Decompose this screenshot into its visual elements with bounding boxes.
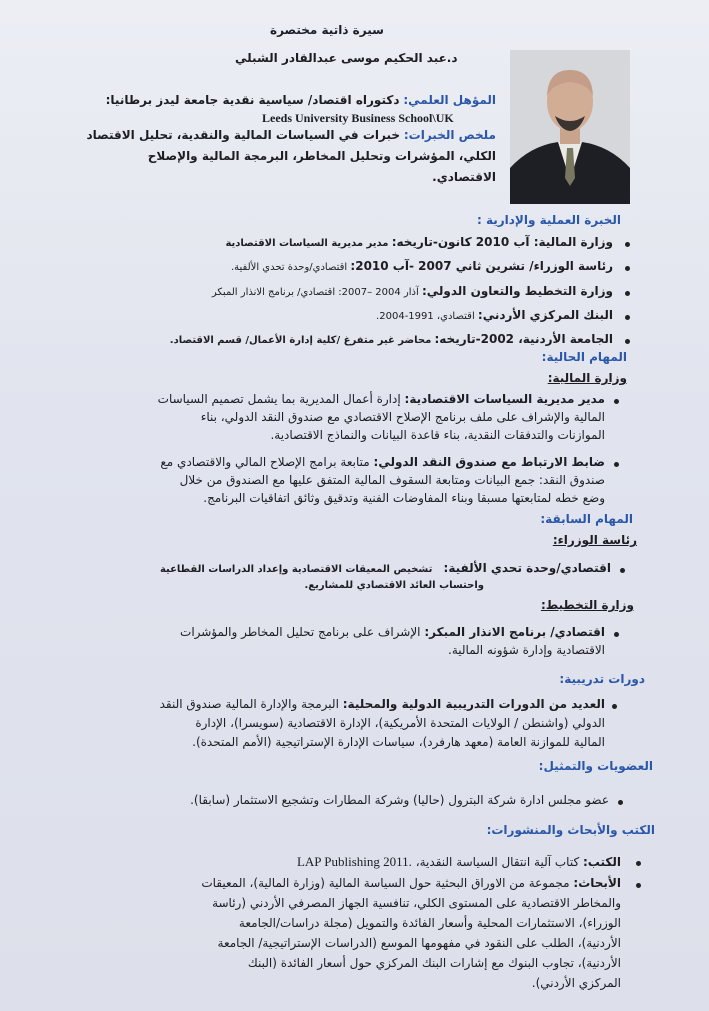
experience-item-1-text: مدير مديرية السياسات الاقتصادية: [225, 238, 389, 249]
bullet-icon: [636, 883, 641, 888]
current-item-1-title: مدير مديرية السياسات الاقتصادية:: [404, 392, 605, 406]
experience-heading: الخبرة العملية والإدارية :: [476, 213, 621, 227]
pm-item-line1: [160, 560, 611, 578]
memberships-text: عضو مجلس ادارة شركة البترول (حاليا) وشركة المطارات وتشجيع الاستثمار (سابقا).: [190, 793, 609, 807]
current-item-2-line1: [160, 454, 605, 471]
training-line1: [160, 696, 605, 713]
current-item-2-line3: وضع خطه لمتابعتها مسبقا وبناء المفاوضات الفنية وتدقيق وثائق اتفاقيات البرنامج.: [203, 491, 605, 505]
current-item-1-line1: [158, 391, 605, 408]
research-text: مجموعة من الاوراق البحثية حول السياسة المالية (وزارة المالية)، المعيقات: [201, 876, 570, 890]
memberships-heading: العضويات والتمثيل:: [538, 759, 653, 773]
plan-item-text: الإشراف على برنامج تحليل المخاطر والمؤشرات: [180, 625, 421, 639]
bullet-icon: [625, 242, 630, 247]
experience-item-3-text: آذار 2004 –2007: اقتصادي/ برنامج الانذار المبكر: [211, 287, 419, 298]
summary-label: ملخص الخبرات:: [403, 128, 496, 142]
current-heading: المهام الحالية:: [541, 350, 627, 364]
books-line: [297, 853, 621, 871]
training-heading: دورات تدريبية:: [559, 672, 645, 686]
qualification-label: المؤهل العلمي:: [403, 93, 496, 107]
experience-item-5: [170, 331, 613, 349]
bullet-icon: [625, 291, 630, 296]
qualification-text: دكتوراه اقتصاد/ سياسية نقدية جامعة ليدز برطانيا:: [105, 93, 400, 107]
experience-item-2-title: رئاسة الوزراء/ تشرين ثاني 2007 -آب 2010:: [350, 259, 613, 273]
bullet-icon: [614, 399, 619, 404]
research-line1: [201, 875, 621, 892]
plan-item-line2: الاقتصادية وإدارة شؤونه المالية.: [448, 643, 605, 657]
bullet-icon: [636, 861, 641, 866]
experience-item-4: [376, 307, 613, 325]
research-line4: الأردنية)، الطلب على النقود في مفهومها الموسع (الدراسات الإستراتيجية/ الجامعة: [217, 936, 621, 950]
bullet-icon: [614, 462, 619, 467]
training-line2: الدولي (واشنطن / الولايات المتحدة الأمريكية)، الإدارة الاقتصادية (سويسرا)، الإدارة: [195, 716, 605, 730]
portrait-icon: [510, 50, 630, 204]
training-line3: المالية للموازنة العامة (معهد هارفرد)، سياسات الإدارة الإستراتيجية (الأمم المتحدة).: [192, 735, 605, 749]
qualification-line: [106, 92, 496, 109]
person-name: د.عبد الحكيم موسى عبدالقادر الشبلي: [235, 51, 458, 65]
summary-line2: الكلي، المؤشرات وتحليل المخاطر، البرمجة المالية والإصلاح: [147, 149, 496, 163]
current-item-2-text: متابعة برامج الإصلاح المالي والاقتصادي مع: [160, 455, 370, 469]
pm-item-line2: واحتساب العائد الاقتصادي للمشاريع.: [304, 580, 484, 591]
experience-item-3: [212, 283, 613, 301]
summary-line3: الاقتصادي.: [432, 170, 496, 184]
bullet-icon: [614, 632, 619, 637]
pm-item-text: تشخيص المعيقات الاقتصادية وإعداد الدراسات القطاعية: [159, 564, 433, 575]
experience-item-3-title: وزارة التخطيط والتعاون الدولي:: [421, 284, 613, 298]
bullet-icon: [620, 568, 625, 573]
bullet-icon: [618, 800, 623, 805]
experience-item-5-text: محاضر غير متفرغ /كلية إدارة الأعمال/ قسم الاقتصاد.: [169, 335, 432, 346]
portrait-photo: [510, 50, 630, 204]
experience-item-1: [225, 234, 613, 252]
bullet-icon: [625, 315, 630, 320]
bullet-icon: [625, 266, 630, 271]
plan-item-title: اقتصادي/ برنامج الانذار المبكر:: [424, 625, 605, 639]
research-line2: والمخاطر الاقتصادية على المستوى الكلي، تنافسية الجهاز المصرفي الأردني (رئاسة: [212, 896, 621, 910]
research-title: الأبحاث:: [573, 876, 621, 890]
current-item-2-line2: صندوق النقد: جمع البيانات ومتابعة السقوف المالية المتفق عليها مع الصندوق من خلال: [179, 473, 605, 487]
pm-item-title: اقتصادي/وحدة تحدي الألفية:: [443, 561, 611, 575]
training-text: البرمجة والإدارة المالية صندوق النقد: [159, 697, 339, 711]
qualification-school: Leeds University Business School\UK: [262, 111, 454, 125]
summary-line1: [86, 127, 496, 144]
current-item-1-text: إدارة أعمال المديرية بما يشمل تصميم السياسات: [157, 392, 401, 406]
experience-item-4-title: البنك المركزي الأردني:: [477, 308, 613, 322]
doc-title: سيرة ذاتية مختصرة: [270, 23, 384, 37]
books-title: الكتب:: [583, 855, 621, 869]
research-line5: الأردنية)، تجاوب البنوك مع إشارات البنك المركزي حول أسعار الفائدة (البنك: [247, 956, 621, 970]
books-text: كتاب آلية انتقال السياسة النقدية،: [415, 855, 580, 869]
training-title: العديد من الدورات التدريبية الدولية والمحلية:: [342, 697, 605, 711]
pm-heading: رئاسة الوزراء:: [552, 533, 637, 547]
experience-item-5-title: الجامعة الأردنية، 2002-تاريخه:: [434, 332, 613, 346]
books-heading: الكتب والأبحاث والمنشورات:: [486, 823, 655, 837]
planning-heading: وزارة التخطيط:: [540, 598, 634, 612]
bullet-icon: [612, 704, 617, 709]
current-item-2-title: ضابط الارتباط مع صندوق النقد الدولي:: [373, 455, 605, 469]
research-line3: الوزراء)، الاستثمارات المحلية وأسعار الفائدة والتمويل (مجلة دراسات/الجامعة: [238, 916, 621, 930]
experience-item-4-text: اقتصادي، 1991-2004.: [376, 311, 475, 322]
experience-item-2-text: اقتصادي/وحدة تحدي الألفية.: [230, 262, 348, 273]
plan-item-line1: [180, 624, 605, 641]
current-item-1-line3: الموازنات والتدفقات النقدية، بناء قاعدة البيانات والنماذج الاقتصادية.: [270, 428, 605, 442]
books-publisher: LAP Publishing 2011.: [296, 854, 412, 869]
current-item-1-line2: المالية والإشراف على ملف برنامج الإصلاح الاقتصادي مع صندوق النقد الدولي، بناء: [200, 410, 605, 424]
previous-heading: المهام السابقة:: [540, 512, 633, 526]
research-line6: المركزي الأردني).: [531, 976, 621, 990]
experience-item-1-title: وزارة المالية: آب 2010 كانون-تاريخه:: [391, 235, 613, 249]
ministry-finance-heading: وزارة المالية:: [547, 371, 627, 385]
bullet-icon: [625, 339, 630, 344]
experience-item-2: [231, 258, 613, 276]
summary-text-1: خبرات في السياسات المالية والنقدية، تحليل الاقتصاد: [86, 128, 401, 142]
